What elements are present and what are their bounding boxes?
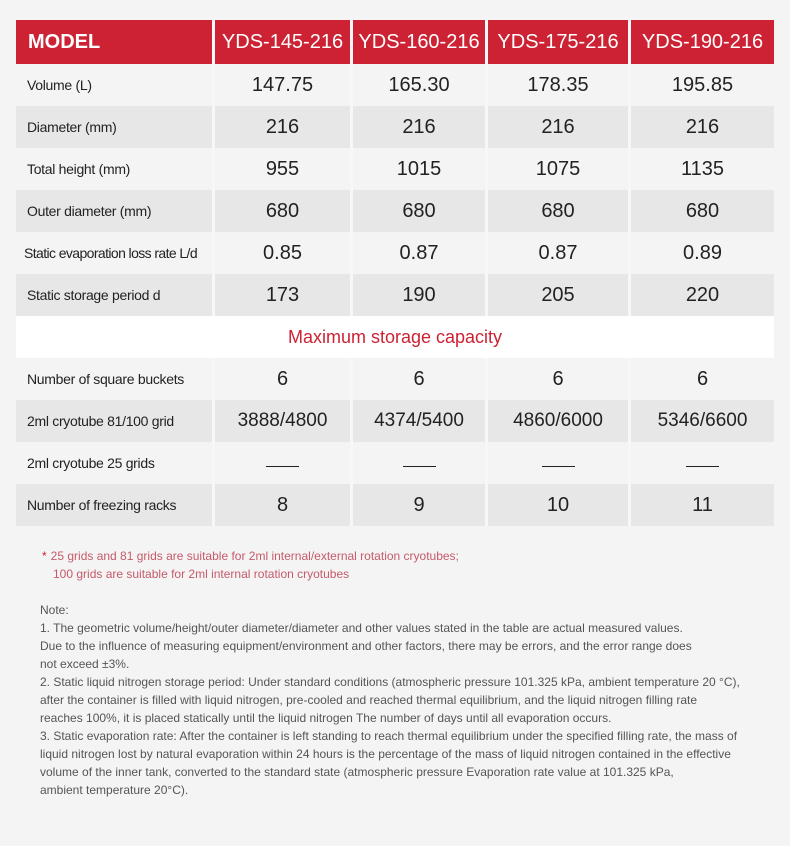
cell-value: 5346/6600 bbox=[631, 400, 774, 442]
header-model-2: YDS-160-216 bbox=[353, 20, 488, 64]
table-row-cryotube-25 bbox=[16, 442, 774, 484]
footnote bbox=[42, 547, 459, 583]
row-label: Static evaporation loss rate L/d bbox=[16, 232, 215, 274]
note-line: liquid nitrogen lost by natural evaporation within 24 hours is the percentage of the mass of liquid nitrogen contained in the effective bbox=[40, 747, 731, 761]
cell-value-empty bbox=[488, 442, 631, 484]
dash-placeholder bbox=[403, 466, 436, 467]
note-line: volume of the inner tank, converted to the standard state (atmospheric pressure Evaporation rate value at 101.325 kPa, bbox=[40, 765, 674, 779]
row-label: Outer diameter (mm) bbox=[16, 190, 215, 232]
row-label: 2ml cryotube 25 grids bbox=[16, 442, 215, 484]
row-label: Volume (L) bbox=[16, 64, 215, 106]
table-row-cryotube-81-100 bbox=[16, 400, 774, 442]
note-line: 3. Static evaporation rate: After the container is left standing to reach thermal equilibrium under the specified filling rate, the mass of bbox=[40, 729, 738, 743]
footnote-text-1: 25 grids and 81 grids are suitable for 2ml internal/external rotation cryotubes; bbox=[50, 549, 459, 563]
section-header-row bbox=[16, 316, 774, 358]
dash-placeholder bbox=[686, 466, 719, 467]
cell-value: 190 bbox=[353, 274, 488, 316]
notes-section bbox=[40, 601, 770, 799]
cell-value: 0.85 bbox=[215, 232, 353, 274]
cell-value: 216 bbox=[353, 106, 488, 148]
cell-value: 3888/4800 bbox=[215, 400, 353, 442]
table-row-volume bbox=[16, 64, 774, 106]
cell-value: 220 bbox=[631, 274, 774, 316]
table-row-freezing-racks bbox=[16, 484, 774, 526]
cell-value: 216 bbox=[215, 106, 353, 148]
row-label: Number of freezing racks bbox=[16, 484, 215, 526]
cell-value: 9 bbox=[353, 484, 488, 526]
cell-value: 6 bbox=[215, 358, 353, 400]
header-model-3: YDS-175-216 bbox=[488, 20, 631, 64]
table-row-outer-diameter bbox=[16, 190, 774, 232]
cell-value: 955 bbox=[215, 148, 353, 190]
cell-value: 680 bbox=[215, 190, 353, 232]
note-line: reaches 100%, it is placed statically until the liquid nitrogen The number of days until all evaporation occurs. bbox=[40, 711, 612, 725]
row-label: Total height (mm) bbox=[16, 148, 215, 190]
cell-value: 1135 bbox=[631, 148, 774, 190]
cell-value: 0.89 bbox=[631, 232, 774, 274]
cell-value: 178.35 bbox=[488, 64, 631, 106]
table-row-total-height bbox=[16, 148, 774, 190]
cell-value-empty bbox=[631, 442, 774, 484]
cell-value: 205 bbox=[488, 274, 631, 316]
cell-value: 173 bbox=[215, 274, 353, 316]
row-label: Static storage period d bbox=[16, 274, 215, 316]
cell-value: 4860/6000 bbox=[488, 400, 631, 442]
note-line: 2. Static liquid nitrogen storage period: Under standard conditions (atmospheric pressure 101.325 kPa, ambient temperature 20 °C), bbox=[40, 675, 740, 689]
cell-value: 6 bbox=[488, 358, 631, 400]
cell-value: 10 bbox=[488, 484, 631, 526]
dash-placeholder bbox=[266, 466, 299, 467]
footnote-line-2: 100 grids are suitable for 2ml internal rotation cryotubes bbox=[53, 567, 350, 581]
cell-value: 216 bbox=[631, 106, 774, 148]
note-line: 1. The geometric volume/height/outer diameter/diameter and other values stated in the table are actual measured values. bbox=[40, 621, 683, 635]
asterisk-icon: * bbox=[42, 549, 47, 563]
footnote-line-1 bbox=[42, 547, 459, 565]
cell-value: 6 bbox=[631, 358, 774, 400]
notes-title: Note: bbox=[40, 603, 69, 617]
cell-value: 11 bbox=[631, 484, 774, 526]
table-row-diameter bbox=[16, 106, 774, 148]
cell-value: 216 bbox=[488, 106, 631, 148]
note-line: not exceed ±3%. bbox=[40, 657, 130, 671]
cell-value: 165.30 bbox=[353, 64, 488, 106]
cell-value: 680 bbox=[353, 190, 488, 232]
cell-value: 0.87 bbox=[353, 232, 488, 274]
dash-placeholder bbox=[542, 466, 575, 467]
note-line: Due to the influence of measuring equipment/environment and other factors, there may be errors, and the error range does bbox=[40, 639, 692, 653]
note-line: ambient temperature 20°C). bbox=[40, 783, 189, 797]
cell-value-empty bbox=[215, 442, 353, 484]
section-title: Maximum storage capacity bbox=[16, 316, 774, 358]
row-label: Diameter (mm) bbox=[16, 106, 215, 148]
cell-value: 1015 bbox=[353, 148, 488, 190]
header-model-1: YDS-145-216 bbox=[215, 20, 353, 64]
header-model-label: MODEL bbox=[16, 20, 215, 64]
cell-value: 195.85 bbox=[631, 64, 774, 106]
table-row-evaporation-rate bbox=[16, 232, 774, 274]
cell-value: 680 bbox=[631, 190, 774, 232]
cell-value: 8 bbox=[215, 484, 353, 526]
spec-table bbox=[16, 20, 774, 526]
cell-value: 6 bbox=[353, 358, 488, 400]
cell-value: 4374/5400 bbox=[353, 400, 488, 442]
cell-value: 680 bbox=[488, 190, 631, 232]
cell-value: 1075 bbox=[488, 148, 631, 190]
row-label: Number of square buckets bbox=[16, 358, 215, 400]
cell-value-empty bbox=[353, 442, 488, 484]
table-row-storage-period bbox=[16, 274, 774, 316]
table-row-square-buckets bbox=[16, 358, 774, 400]
table-header-row bbox=[16, 20, 774, 64]
row-label: 2ml cryotube 81/100 grid bbox=[16, 400, 215, 442]
header-model-4: YDS-190-216 bbox=[631, 20, 774, 64]
cell-value: 147.75 bbox=[215, 64, 353, 106]
note-line: after the container is filled with liquid nitrogen, pre-cooled and reached thermal equilibrium, and the liquid nitrogen filling rate bbox=[40, 693, 698, 707]
cell-value: 0.87 bbox=[488, 232, 631, 274]
